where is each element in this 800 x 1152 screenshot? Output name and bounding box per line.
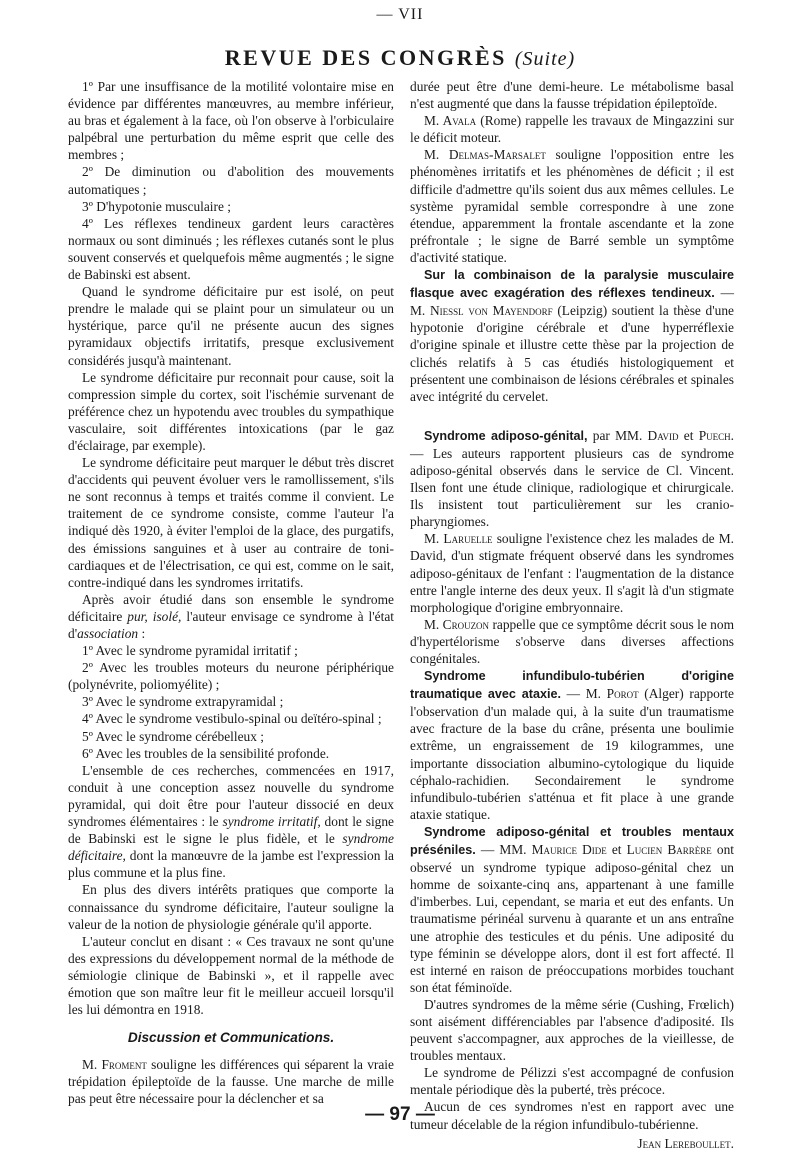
text-run: (Leipzig) soutient la thèse d'une hypotonie d'origine cérébrale et d'une hyperréflexie d'origine spinale et illustre cette thèse par la projection de clichés relatifs à 5 cas étudiés histologiquement et présentent une combinaison de lésions cérébrales et spinales avec intégrité du cervelet. [410,303,735,404]
text-run: (Alger) rapporte l'observation d'un malade qui, à la suite d'un traumatisme avec fracture de la base du crâne, présenta une boulimie extrême, un engraissement de 19 kilogrammes, une importante dissociation albumino-cytologique du liquide céphalo-rachidien. Secondairement le syndrome infundibulo-tubérien s'atténua et fit place à une grande ataxie statique. [410,686,734,822]
paragraph: D'autres syndromes de la même série (Cushing, Frœlich) sont aisément différenciables par l'absence d'adiposité. Ils peuvent s'accompagner, aux approches de la vieillesse, de troubles mentaux. [410,996,734,1064]
running-title-suite: (Suite) [514,48,576,70]
running-title [0,45,800,71]
author-name: M. Avala [424,113,477,129]
page-number: — 97 — [365,1104,435,1125]
text-run: et [678,427,699,443]
text-run: — M. [410,285,734,319]
list-item: 6º Avec les troubles de la sensibilité profonde. [82,745,330,761]
right-column [410,78,734,1152]
text-run: dont le signe de Babinski est le signe le plus fidèle, et le [68,814,394,847]
text-run: dont la manœuvre de la jambe est l'expression la plus commune et la plus fine. [68,848,394,881]
text-run: : [138,626,146,641]
paragraph: durée peut être d'une demi-heure. Le métabolisme basal n'est augmenté que dans la fausse trépidation épileptoïde. [410,79,734,112]
running-title-main: REVUE DES CONGRÈS [224,45,507,70]
paragraph: 3º D'hypotonie musculaire ; [82,198,231,214]
author-name: M. Crouzon [424,616,490,632]
list-item: 5º Avec le syndrome cérébelleux ; [82,728,265,744]
section-heading: Discussion et Communications. [127,1030,335,1046]
paragraph [410,427,734,531]
italic-run: pur, isolé, [127,608,182,624]
communication-title: Sur la combinaison de la paralysie musculaire flasque avec exagération des réflexes tendineux. [410,268,734,301]
paragraph [410,112,734,146]
author-name: Porot [606,686,639,702]
paragraph: Le syndrome déficitaire peut marquer le début très discret d'accidents qui peuvent évoluer vers le ramollissement, s'ils ne sont reconnus à temps et traités comme il convient. Le traitement de ce syndrome consiste, comme l'auteur l'a indiqué dès 1920, à éviter l'emploi de la glace, des purgatifs, des émissions sanguines et à user au contraire de toni-cardiaques et de l'électrisation, ce qui est, comme on le sait, contre-indiqué dans les syndromes irritatifs. [68,455,394,590]
italic-run: syndrome déficitaire, [68,831,394,864]
roman-page-marker: — VII [376,6,424,23]
author-name: Puech [698,427,731,443]
paragraph: Aucun de ces syndromes n'est en rapport avec une tumeur décelable de la région infundibulo-tubérienne. [410,1099,734,1132]
left-column [68,78,394,1108]
text-run: rappelle que ce symptôme décrit sous le nom d'hypertélorisme s'observe dans diverses affections congénitales. [410,616,734,666]
paragraph [68,591,394,642]
author-name: David [647,427,679,443]
author-name: Maurice Dide [531,842,607,858]
paragraph [410,146,734,266]
list-item: 2º Avec les troubles moteurs du neurone périphérique (polynévrite, poliomyélite) ; [68,660,394,693]
author-name: M. Laruelle [424,531,493,547]
text-run: souligne l'opposition entre les phénomènes irritatifs et les phénomènes de déficit ; il est difficile d'admettre qu'ils soient dus aux mêmes cellules. Le système pyramidal semble correspondre à une zone étendue, apparemment la frontale ascendante et la zone préfrontale ; le signe de Barré semble un symptôme d'activité statique. [410,147,734,265]
author-name: M. Froment [82,1057,147,1073]
paragraph: 1º Par une insuffisance de la motilité volontaire mise en évidence par différentes manœuvres, au membre inférieur, au bras et également à la face, où l'on observe à l'orbiculaire palpébral une perturbation du même esprit que celle des membres ; [68,79,394,163]
communication-title: Syndrome adiposo-génital, [424,428,588,443]
paragraph [68,762,394,882]
text-run: . — Les auteurs rapportent plusieurs cas de syndrome adiposo-génital observés dans le service de Cl. Vincent. Ilsen font une étude clinique, radiologique et chirurgicale. Ils insistent tout particulièrement sur les cranio-pharyngiomes. [410,427,735,530]
text-run: — M. [560,686,607,702]
paragraph: 4º Les réflexes tendineux gardent leurs caractères normaux ou sont diminués ; les réflexes cutanés sont le plus souvent conservés et quelquefois même augmentés ; le signe de Babinski est absent. [68,215,394,283]
paragraph: Quand le syndrome déficitaire pur est isolé, on peut prendre le malade qui se plaint pour un simulateur ou un hystérique, parce qu'il ne présente aucun des signes pyramidaux objectifs irritatifs, presque exclusivement considérés jusqu'à maintenant. [68,284,394,368]
paragraph: L'auteur conclut en disant : « Ces travaux ne sont qu'une des expressions du développement normal de la méthode de sémiologie clinique de Babinski », et il rappelle avec émotion que son maître leur fit le meilleur accueil lorsqu'il les lui démontra en 1918. [68,933,394,1018]
paragraph [68,1056,394,1107]
text-run: Après avoir étudié dans son ensemble le syndrome déficitaire [68,591,394,624]
paragraph [410,616,734,667]
text-run: par MM. [587,427,648,443]
text-run: L'ensemble de ces recherches, commencées en 1917, conduit à une conception assez nouvelle du syndrome pyramidal, qui doit être pour l'auteur dissocié en deux syndromes élémentaires : le [68,762,394,830]
italic-run: syndrome irritatif, [222,814,321,830]
list-item: 3º Avec le syndrome extrapyramidal ; [82,694,284,710]
text-run: souligne l'existence chez les malades de M. David, d'un stigmate fréquent observé dans les syndromes adiposo-génitaux de l'enfant : l'augmentation de la distance entre l'angle interne des deux yeux. Il s'agit là d'un stigmate morphologique d'origine embryonnaire. [410,531,734,615]
paragraph: Le syndrome de Pélizzi s'est accompagné de confusion mentale périodique dès la puberté, très précoce. [410,1065,734,1098]
paragraph [410,266,734,405]
paragraph: En plus des divers intérêts pratiques que comporte la connaissance du syndrome déficitaire, l'auteur souligne la valeur de la notion de physiologie générale qu'il apporte. [68,882,394,932]
author-name: M. Delmas-Marsalet [424,147,546,163]
author-name: Niessl von Mayendorf [429,303,553,319]
communication-title: Syndrome infundibulo-tubérien d'origine traumatique avec ataxie. [410,669,734,702]
paragraph: Le syndrome déficitaire pur reconnait pour cause, soit la compression simple du cortex, soit l'ischémie survenant de préférence chez un hypotendu avec troubles du sympathique vasculaire, soit différentes intoxications (par le gaz d'éclairage, par exemple). [68,369,394,453]
communication-title: Syndrome adiposo-génital et troubles mentaux préséniles. [410,824,734,858]
text-run: souligne les différences qui séparent la vraie trépidation épileptoïde de la fausse. Une marche de mille pas peut être nécessaire pour la déclencher et sa [68,1057,394,1107]
author-signature: Jean Lereboullet. [637,1135,734,1151]
paragraph [410,667,734,823]
list-item: 4º Avec le syndrome vestibulo-spinal ou deïtéro-spinal ; [82,711,382,727]
italic-run: association [77,626,139,641]
list-item: 1º Avec le syndrome pyramidal irritatif ; [82,643,298,659]
text-run: — MM. [475,842,532,858]
paragraph: 2º De diminution ou d'abolition des mouvements automatiques ; [68,164,394,197]
text-run: (Rome) rappelle les travaux de Mingazzini sur le déficit moteur. [410,113,734,146]
paragraph [410,823,734,996]
text-run: ont observé un syndrome typique adiposo-génital chez un homme de soixante-cinq ans, appartenant à une famille d'imberbes. Lui, cependant, se maria et eut des enfants. Un traumatisme périnéal survenu à quarante et un ans entraîne une atrophie des testicules et du pénis. Une adiposité du type féminin se développe alors, dont il est fort affecté. Il est interné en raison de préoccupations morbides touchant son état féminoïde. [410,842,734,995]
text-run: et [606,842,627,858]
text-run: l'auteur envisage ce syndrome à l'état d' [68,608,395,641]
paragraph [410,530,734,615]
author-name: Lucien Barrère [626,842,712,858]
